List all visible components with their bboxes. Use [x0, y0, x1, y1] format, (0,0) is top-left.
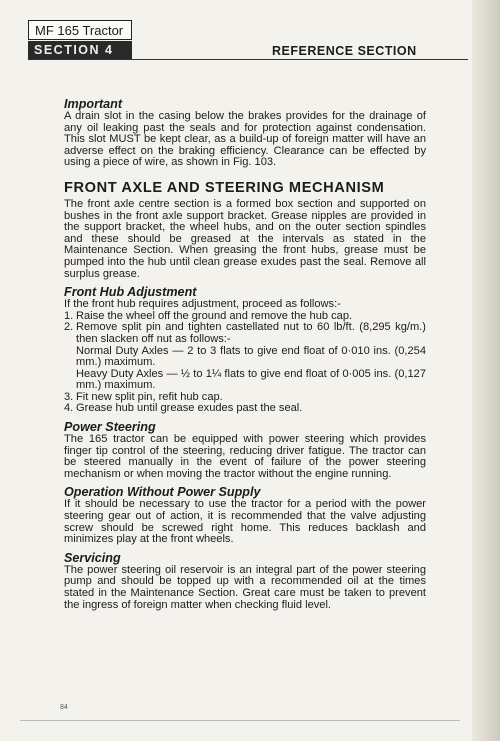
hub-adjustment-steps [64, 311, 426, 415]
page-number: 84 [60, 704, 68, 711]
servicing-heading: Servicing [64, 550, 121, 565]
power-steering-heading: Power Steering [64, 420, 156, 435]
manual-title: MF 165 Tractor [28, 20, 132, 40]
bottom-rule [20, 720, 460, 721]
reference-section-label: REFERENCE SECTION [272, 44, 417, 58]
normal-duty-text: Normal Duty Axles — 2 to 3 flats to give end float of 0·010 ins. (0,254 mm.) maximum. [76, 344, 426, 369]
step-number: 3. [64, 390, 74, 403]
list-item [64, 403, 426, 415]
operation-heading: Operation Without Power Supply [64, 485, 261, 500]
step-text: Remove split pin and tighten castellated nut to 60 lb/ft. (8,295 kg/m.) then slacken off nut as follows:- [76, 321, 426, 345]
page-edge-shadow [472, 0, 500, 741]
important-text: A drain slot in the casing below the brakes provides for the drainage of any oil leaking past the seals and for protection against condensation. This slot MUST be kept clear, as a build-up of foreign matter will have an adverse effect on the braking efficiency. Clearance can be effected by using a piece of wire, as shown in Fig. 103. [64, 110, 426, 169]
content-body [64, 98, 426, 611]
hub-adjustment-intro: If the front hub requires adjustment, proceed as follows:- [64, 298, 341, 311]
step-text: Fit new split pin, refit hub cap. [76, 390, 223, 403]
step-text: Grease hub until grease exudes past the seal. [76, 402, 303, 415]
front-axle-text: The front axle centre section is a formed box section and supported on bushes in the front axle support bracket. Grease nipples are provided in the support bracket, the wheel hubs, and on the outer section spindles and these should be greased at the intervals as stated in the Maintenance Section. When greasing the front hubs, grease must be pumped into the hub until clean grease exudes past the seal. Remove all surplus grease. [64, 197, 426, 280]
servicing-text: The power steering oil reservoir is an integral part of the power steering pump and should be topped up with a recommended oil at the times stated in the Maintenance Section. Great care must be taken to prevent the ingress of foreign matter when checking fluid level. [64, 563, 426, 611]
power-steering-text: The 165 tractor can be equipped with power steering which provides finger tip control of the steering, reducing driver fatigue. The tractor can be steered manually in the event of failure of the power steering mechanism or when moving the tractor without the engine running. [64, 433, 426, 480]
section-label: SECTION 4 [28, 41, 132, 59]
header-rule [28, 59, 468, 60]
step-number: 2. [64, 321, 74, 334]
step-text: Raise the wheel off the ground and remove the hub cap. [76, 309, 353, 322]
step-number: 4. [64, 402, 74, 415]
hub-adjustment-heading: Front Hub Adjustment [64, 285, 197, 300]
important-heading: Important [64, 97, 123, 111]
list-item [64, 322, 426, 392]
operation-text: If it should be necessary to use the tractor for a period with the power steering gear out of action, it is recommended that the valve adjusting screw should be screwed right home. This reduces backlash and minimizes play at the front wheels. [64, 498, 426, 546]
front-axle-heading: FRONT AXLE AND STEERING MECHANISM [64, 179, 385, 196]
heavy-duty-text: Heavy Duty Axles — ½ to 1¼ flats to give end float of 0·005 ins. (0,127 mm.) maximum. [76, 367, 426, 392]
step-number: 1. [64, 309, 74, 322]
